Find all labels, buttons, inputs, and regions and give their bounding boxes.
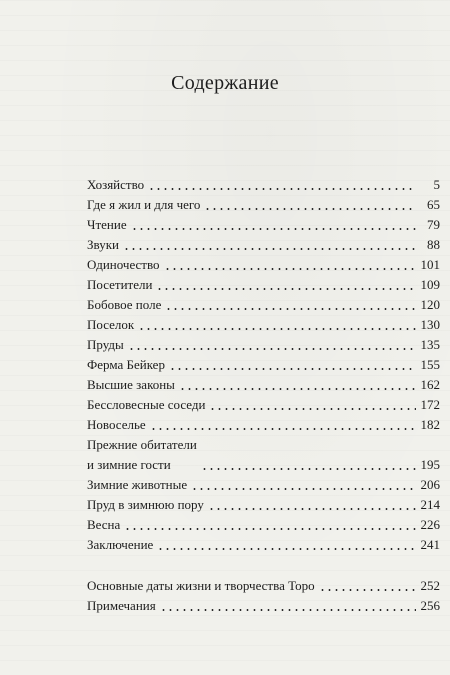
toc-entry-title xyxy=(87,275,152,295)
dot-leader xyxy=(165,308,416,310)
toc-group xyxy=(87,175,440,555)
toc-entry xyxy=(87,255,440,275)
toc-entry xyxy=(87,335,440,355)
toc-entry-page-number: 88 xyxy=(427,237,440,252)
toc-entry-title-line: Новоселье xyxy=(87,417,146,432)
dot-leader xyxy=(201,468,416,470)
dot-leader xyxy=(124,528,416,530)
toc-entry xyxy=(87,515,440,535)
toc-entry-page-number: 226 xyxy=(420,517,440,532)
dot-leader xyxy=(157,548,416,550)
toc-entry xyxy=(87,195,440,215)
toc-entry-title-line: Прежние обитатели xyxy=(87,437,197,452)
dot-leader xyxy=(179,388,416,390)
toc-entry xyxy=(87,275,440,295)
toc-entry xyxy=(87,495,440,515)
toc-entry-title xyxy=(87,415,146,435)
toc-entry-page-number: 101 xyxy=(420,257,440,272)
toc-entry xyxy=(87,475,440,495)
dot-leader xyxy=(131,228,416,230)
toc-entry xyxy=(87,215,440,235)
toc-entry-page-number: 162 xyxy=(420,377,440,392)
dot-leader xyxy=(138,328,416,330)
toc-entry-page-number: 252 xyxy=(420,578,440,593)
toc-entry-title xyxy=(87,195,200,215)
toc-entry xyxy=(87,235,440,255)
dot-leader xyxy=(208,508,416,510)
toc-entry-page-number: 182 xyxy=(420,417,440,432)
dot-leader xyxy=(209,408,416,410)
toc-entry xyxy=(87,435,440,475)
toc-entry-title xyxy=(87,375,175,395)
toc-entry-title-line: Бессловесные соседи xyxy=(87,397,206,412)
toc-entry-title xyxy=(87,235,119,255)
toc-entry-title xyxy=(87,395,205,415)
dot-leader xyxy=(160,609,416,611)
toc-entry-title xyxy=(87,215,127,235)
toc-entry xyxy=(87,295,440,315)
toc-entry-title-line: Чтение xyxy=(87,217,127,232)
toc-entry-title xyxy=(87,596,156,616)
toc-entry xyxy=(87,375,440,395)
dot-leader xyxy=(164,268,416,270)
toc-entry-title xyxy=(87,315,134,335)
toc-entry-page-number: 241 xyxy=(420,537,440,552)
toc-entry-title xyxy=(87,535,153,555)
toc-entry xyxy=(87,596,440,616)
toc-entry xyxy=(87,535,440,555)
toc-entry-page-number: 109 xyxy=(420,277,440,292)
toc-entry-title xyxy=(87,576,315,596)
dot-leader xyxy=(123,248,416,250)
toc-entry xyxy=(87,355,440,375)
toc-entry-title xyxy=(87,355,165,375)
toc-entry-page-number: 65 xyxy=(427,197,440,212)
toc-entry-title xyxy=(87,515,120,535)
toc-entry-page-number: 214 xyxy=(420,497,440,512)
toc-entry-title xyxy=(87,495,204,515)
toc-entry-title xyxy=(87,255,160,275)
toc-entry-title-line: Где я жил и для чего xyxy=(87,197,201,212)
toc-entry-title-line: Хозяйство xyxy=(87,177,145,192)
table-of-contents xyxy=(87,175,440,616)
toc-entry-title-line: Весна xyxy=(87,517,121,532)
toc-entry-title-line: Ферма Бейкер xyxy=(87,357,165,372)
toc-entry-page-number: 130 xyxy=(420,317,440,332)
toc-entry-page-number: 172 xyxy=(420,397,440,412)
toc-entry-title-line: Пруд в зимнюю пору xyxy=(87,497,204,512)
dot-leader xyxy=(150,428,416,430)
toc-entry-page-number: 5 xyxy=(433,177,440,192)
toc-entry-page-number: 155 xyxy=(420,357,440,372)
toc-entry-title-line: Заключение xyxy=(87,537,154,552)
toc-entry xyxy=(87,415,440,435)
toc-entry-page-number: 195 xyxy=(420,457,440,472)
toc-entry-title xyxy=(87,475,187,495)
toc-entry-title-line: Посетители xyxy=(87,277,153,292)
toc-entry-title xyxy=(87,295,161,315)
toc-entry-title-line: Пруды xyxy=(87,337,124,352)
dot-leader xyxy=(128,348,416,350)
dot-leader xyxy=(191,488,416,490)
dot-leader xyxy=(319,589,416,591)
page-title: Содержание xyxy=(171,72,279,94)
toc-entry-title xyxy=(87,175,144,195)
toc-entry-page-number: 256 xyxy=(420,598,440,613)
toc-entry-title-line: Бобовое поле xyxy=(87,297,162,312)
toc-entry-page-number: 206 xyxy=(420,477,440,492)
toc-group xyxy=(87,576,440,616)
toc-entry-page-number: 135 xyxy=(420,337,440,352)
dot-leader xyxy=(169,368,416,370)
toc-entry-title-line: Высшие законы xyxy=(87,377,175,392)
dot-leader xyxy=(204,208,416,210)
toc-entry xyxy=(87,395,440,415)
toc-entry-page-number: 79 xyxy=(427,217,440,232)
toc-entry-title-line: и зимние гости xyxy=(87,457,171,472)
toc-entry-title-line: Звуки xyxy=(87,237,119,252)
dot-leader xyxy=(156,288,416,290)
toc-entry-title-line: Примечания xyxy=(87,598,156,613)
toc-entry-title-line: Основные даты жизни и творчества Торо xyxy=(87,578,315,593)
toc-entry xyxy=(87,175,440,195)
toc-entry xyxy=(87,315,440,335)
toc-entry-page-number: 120 xyxy=(420,297,440,312)
toc-entry-title-line: Поселок xyxy=(87,317,135,332)
dot-leader xyxy=(148,188,416,190)
toc-entry-title xyxy=(87,335,124,355)
toc-entry-title xyxy=(87,435,197,475)
toc-entry-title-line: Одиночество xyxy=(87,257,160,272)
toc-entry xyxy=(87,576,440,596)
toc-entry-title-line: Зимние животные xyxy=(87,477,188,492)
